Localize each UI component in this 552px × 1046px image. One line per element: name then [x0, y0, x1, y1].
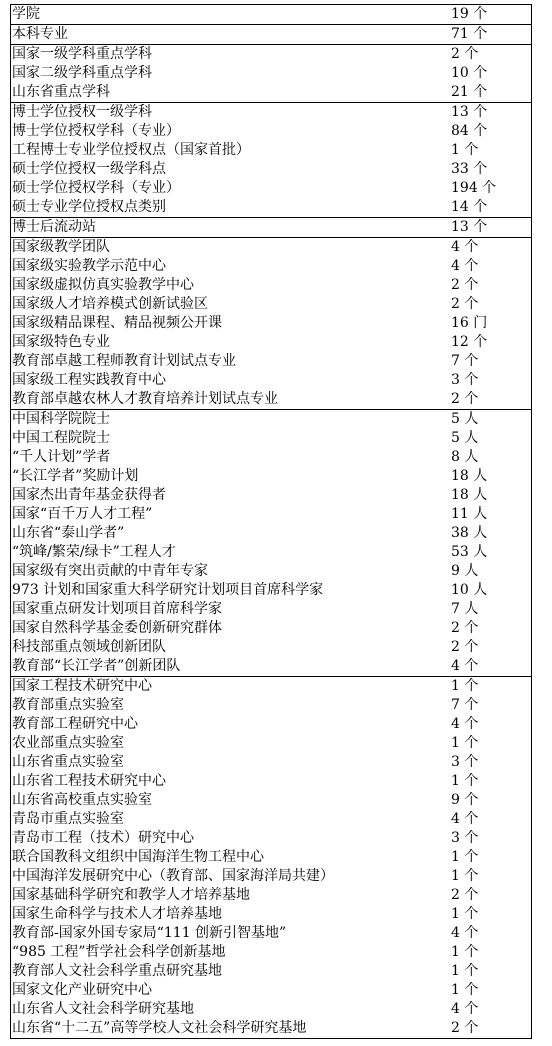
table-row	[11, 734, 531, 753]
table-row	[11, 295, 531, 314]
row-label: 国家级实验教学示范中心	[12, 258, 166, 274]
table-row	[11, 886, 531, 905]
table-section	[10, 24, 532, 45]
row-label: 教育部工程研究中心	[12, 716, 138, 732]
table-row	[11, 1000, 531, 1019]
row-count: 14 个	[451, 199, 488, 215]
row-count: 2 个	[451, 46, 479, 62]
row-label: 中国海洋发展研究中心（教育部、国家海洋局共建）	[12, 868, 334, 884]
row-count: 4 个	[451, 811, 479, 827]
row-count: 3 个	[451, 372, 479, 388]
row-label: 教育部“长江学者”创新团队	[12, 658, 181, 674]
row-label: 国家级教学团队	[12, 239, 110, 255]
row-label: 博士学位授权一级学科	[12, 104, 152, 120]
table-section	[10, 102, 532, 218]
row-count: 194 个	[451, 180, 497, 196]
row-label: 山东省“泰山学者”	[12, 525, 125, 541]
row-count: 1 个	[451, 963, 479, 979]
row-count: 9 人	[451, 563, 479, 579]
table-row	[11, 810, 531, 829]
table-row	[11, 524, 531, 543]
statistics-table	[10, 4, 532, 1039]
row-label: 国家级精品课程、精品视频公开课	[12, 315, 222, 331]
table-row	[11, 238, 531, 257]
table-row	[11, 141, 531, 160]
table-row	[11, 543, 531, 562]
row-label: 硕士学位授权学科（专业）	[12, 180, 180, 196]
table-section	[10, 676, 532, 1039]
row-label: 山东省工程技术研究中心	[12, 773, 166, 789]
table-section	[10, 4, 532, 25]
table-row	[11, 64, 531, 83]
row-label: 国家级虚拟仿真实验教学中心	[12, 277, 194, 293]
table-row	[11, 218, 531, 237]
row-count: 1 个	[451, 944, 479, 960]
row-count: 21 个	[451, 84, 488, 100]
row-count: 1 个	[451, 678, 479, 694]
row-label: 博士后流动站	[12, 219, 96, 235]
table-row	[11, 657, 531, 676]
row-count: 1 个	[451, 849, 479, 865]
row-count: 84 个	[451, 123, 488, 139]
table-row	[11, 160, 531, 179]
row-count: 2 个	[451, 887, 479, 903]
row-count: 10 人	[451, 582, 488, 598]
row-count: 1 个	[451, 982, 479, 998]
row-count: 5 人	[451, 411, 479, 427]
table-row	[11, 390, 531, 409]
row-count: 38 人	[451, 525, 488, 541]
table-row	[11, 905, 531, 924]
row-label: 国家“百千万人才工程”	[12, 506, 153, 522]
row-count: 1 个	[451, 868, 479, 884]
row-count: 4 个	[451, 658, 479, 674]
row-count: 12 个	[451, 334, 488, 350]
row-count: 2 个	[451, 639, 479, 655]
table-row	[11, 753, 531, 772]
row-count: 1 个	[451, 735, 479, 751]
row-count: 33 个	[451, 161, 488, 177]
row-count: 2 个	[451, 296, 479, 312]
row-label: 国家重点研发计划项目首席科学家	[12, 601, 222, 617]
row-label: 教育部-国家外国专家局“111 创新引智基地”	[12, 925, 287, 941]
row-label: 教育部人文社会科学重点研究基地	[12, 963, 222, 979]
row-label: 国家文化产业研究中心	[12, 982, 152, 998]
row-count: 3 个	[451, 830, 479, 846]
row-count: 4 个	[451, 239, 479, 255]
table-row	[11, 352, 531, 371]
row-label: 科技部重点领域创新团队	[12, 639, 166, 655]
table-row	[11, 448, 531, 467]
table-row	[11, 600, 531, 619]
row-label: 教育部卓越农林人才教育培养计划试点专业	[12, 391, 278, 407]
row-count: 4 个	[451, 1001, 479, 1017]
row-count: 13 个	[451, 104, 488, 120]
table-row	[11, 943, 531, 962]
row-label: 青岛市重点实验室	[12, 811, 124, 827]
table-row	[11, 772, 531, 791]
row-label: 农业部重点实验室	[12, 735, 124, 751]
row-count: 1 个	[451, 142, 479, 158]
row-label: 教育部重点实验室	[12, 697, 124, 713]
row-label: 青岛市工程（技术）研究中心	[12, 830, 194, 846]
row-label: “筑峰/繁荣/绿卡”工程人才	[12, 544, 176, 560]
table-row	[11, 715, 531, 734]
row-label: 联合国教科文组织中国海洋生物工程中心	[12, 849, 264, 865]
row-label: 学院	[12, 6, 40, 22]
row-count: 5 人	[451, 430, 479, 446]
row-label: 山东省重点学科	[12, 84, 110, 100]
row-label: 山东省高校重点实验室	[12, 792, 152, 808]
table-row	[11, 791, 531, 810]
row-label: 中国工程院院士	[12, 430, 110, 446]
row-label: 国家工程技术研究中心	[12, 678, 152, 694]
row-count: 4 个	[451, 258, 479, 274]
table-row	[11, 371, 531, 390]
row-count: 7 人	[451, 601, 479, 617]
row-label: 国家生命科学与技术人才培养基地	[12, 906, 222, 922]
row-label: 教育部卓越工程师教育计划试点专业	[12, 353, 236, 369]
row-count: 2 个	[451, 277, 479, 293]
table-row	[11, 410, 531, 429]
table-section	[10, 409, 532, 677]
row-count: 71 个	[451, 26, 488, 42]
table-row	[11, 198, 531, 217]
row-label: 国家自然科学基金委创新研究群体	[12, 620, 222, 636]
table-row	[11, 257, 531, 276]
row-label: 工程博士专业学位授权点（国家首批）	[12, 142, 250, 158]
row-label: 国家级工程实践教育中心	[12, 372, 166, 388]
table-row	[11, 486, 531, 505]
row-count: 7 个	[451, 697, 479, 713]
row-label: 国家级有突出贡献的中青年专家	[12, 563, 208, 579]
table-row	[11, 677, 531, 696]
table-row	[11, 924, 531, 943]
row-label: 山东省人文社会科学研究基地	[12, 1001, 194, 1017]
row-count: 4 个	[451, 925, 479, 941]
row-label: 国家杰出青年基金获得者	[12, 487, 166, 503]
row-count: 2 个	[451, 620, 479, 636]
table-row	[11, 829, 531, 848]
table-row	[11, 333, 531, 352]
row-count: 2 个	[451, 1020, 479, 1036]
table-row	[11, 696, 531, 715]
table-row	[11, 179, 531, 198]
row-label: 国家基础科学研究和教学人才培养基地	[12, 887, 250, 903]
table-row	[11, 867, 531, 886]
table-section	[10, 237, 532, 410]
table-row	[11, 314, 531, 333]
table-row	[11, 276, 531, 295]
row-count: 1 个	[451, 906, 479, 922]
table-row	[11, 1019, 531, 1038]
table-row	[11, 619, 531, 638]
row-count: 9 个	[451, 792, 479, 808]
row-count: 11 人	[451, 506, 488, 522]
table-row	[11, 505, 531, 524]
row-label: 硕士学位授权一级学科点	[12, 161, 166, 177]
row-label: “千人计划”学者	[12, 449, 111, 465]
row-count: 16 门	[451, 315, 488, 331]
row-label: 硕士专业学位授权点类别	[12, 199, 166, 215]
table-row	[11, 562, 531, 581]
table-row	[11, 962, 531, 981]
row-count: 8 人	[451, 449, 479, 465]
row-count: 19 个	[451, 6, 488, 22]
row-label: 中国科学院院士	[12, 411, 110, 427]
row-count: 1 个	[451, 773, 479, 789]
row-label: 国家一级学科重点学科	[12, 46, 152, 62]
row-label: “985 工程”哲学社会科学创新基地	[12, 944, 226, 960]
row-label: 本科专业	[12, 26, 68, 42]
row-count: 10 个	[451, 65, 488, 81]
table-row	[11, 5, 531, 24]
row-count: 2 个	[451, 391, 479, 407]
table-section	[10, 217, 532, 238]
row-count: 18 人	[451, 487, 488, 503]
row-label: 国家级人才培养模式创新试验区	[12, 296, 208, 312]
row-label: 国家级特色专业	[12, 334, 110, 350]
row-count: 4 个	[451, 716, 479, 732]
table-row	[11, 103, 531, 122]
table-row	[11, 467, 531, 486]
table-row	[11, 122, 531, 141]
table-row	[11, 45, 531, 64]
row-count: 18 人	[451, 468, 488, 484]
table-row	[11, 429, 531, 448]
row-label: 973 计划和国家重大科学研究计划项目首席科学家	[12, 582, 324, 598]
table-row	[11, 848, 531, 867]
row-label: 国家二级学科重点学科	[12, 65, 152, 81]
row-label: 山东省重点实验室	[12, 754, 124, 770]
row-count: 3 个	[451, 754, 479, 770]
row-label: “长江学者”奖励计划	[12, 468, 139, 484]
table-row	[11, 83, 531, 102]
table-row	[11, 25, 531, 44]
row-label: 山东省“十二五”高等学校人文社会科学研究基地	[12, 1020, 307, 1036]
row-count: 7 个	[451, 353, 479, 369]
table-row	[11, 981, 531, 1000]
table-row	[11, 638, 531, 657]
row-count: 13 个	[451, 219, 488, 235]
row-label: 博士学位授权学科（专业）	[12, 123, 180, 139]
row-count: 53 人	[451, 544, 488, 560]
table-row	[11, 581, 531, 600]
table-section	[10, 44, 532, 103]
